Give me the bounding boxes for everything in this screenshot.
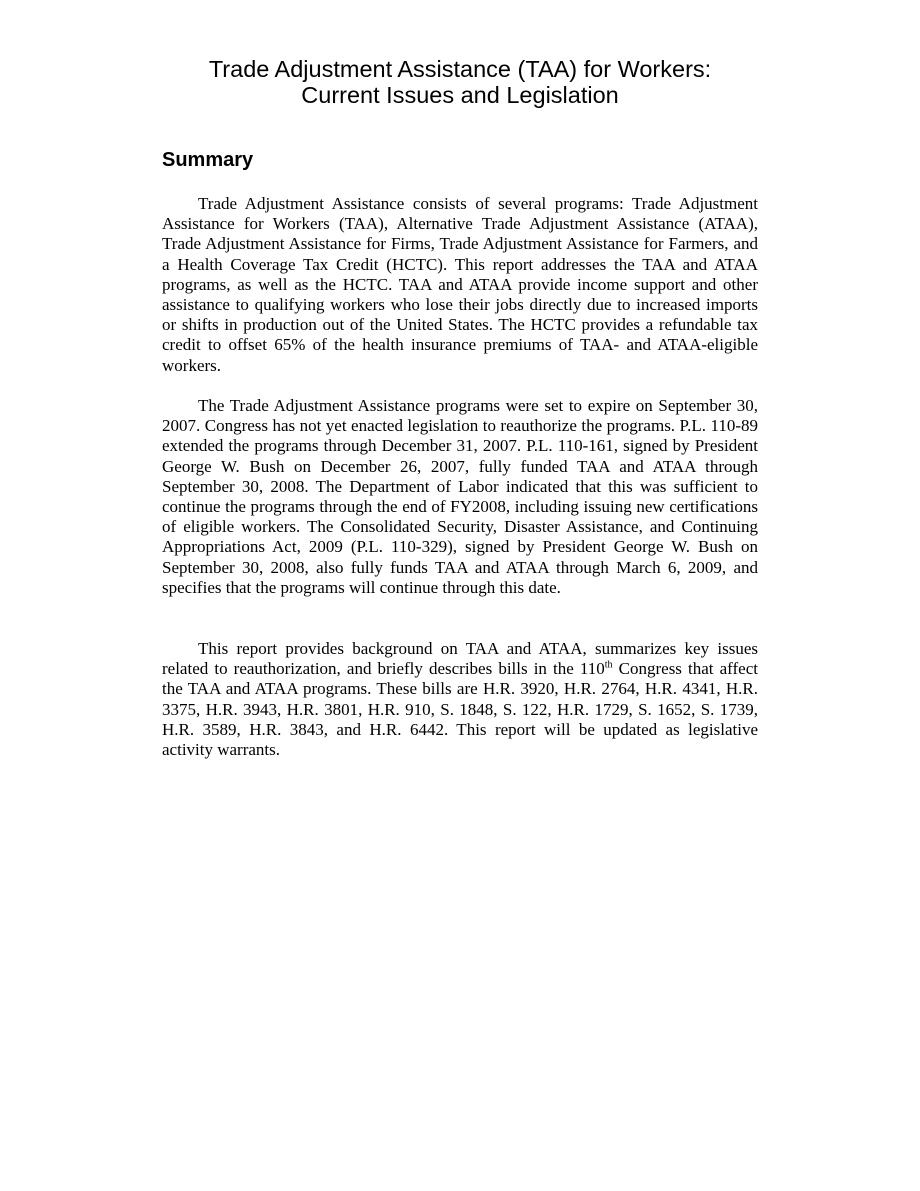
section-heading: Summary (162, 149, 254, 171)
summary-paragraph-1: Trade Adjustment Assistance consists of several programs: Trade Adjustment Assistance for Workers (TAA), Alternative Trade Adjustment Assistance (ATAA), Trade Adjustment Assistance for Firms, Trade Adjustment Assistance for Farmers, and a Health Coverage Tax Credit (HCTC). This report addresses the TAA and ATAA programs, as well as the HCTC. TAA and ATAA provide income support and other assistance to qualifying workers who lose their jobs directly due to increased imports or shifts in production out of the United States. The HCTC provides a refundable tax credit to offset 65% of the health insurance premiums of TAA- and ATAA-eligible workers. (162, 194, 758, 375)
summary-paragraph-2: The Trade Adjustment Assistance programs were set to expire on September 30, 2007. Congress has not yet enacted legislation to reauthorize the programs. P.L. 110-89 extended the programs through December 31, 2007. P.L. 110-161, signed by President George W. Bush on December 26, 2007, fully funded TAA and ATAA through September 30, 2008. The Department of Labor indicated that this was sufficient to continue the programs through the end of FY2008, including issuing new certifications of eligible workers. The Consolidated Security, Disaster Assistance, and Continuing Appropriations Act, 2009 (P.L. 110-329), signed by President George W. Bush on September 30, 2008, also fully funds TAA and ATAA through March 6, 2009, and specifies that the programs will continue through this date. (162, 396, 758, 597)
document-title (162, 56, 758, 108)
title-line-1: Trade Adjustment Assistance (TAA) for Workers: (208, 56, 712, 82)
ordinal-suffix: th (604, 659, 613, 671)
title-line-2: Current Issues and Legislation (301, 82, 619, 108)
paragraph-3-text-start: This report provides background on TAA and ATAA, summarizes key issues related to reauthorization, and briefly describes bills in the 110 (162, 639, 758, 679)
summary-paragraph-3 (162, 639, 758, 760)
paragraph-3-text-end: Congress that affect the TAA and ATAA programs. These bills are H.R. 3920, H.R. 2764, H.R. 4341, H.R. 3375, H.R. 3943, H.R. 3801, H.R. 910, S. 1848, S. 122, H.R. 1729, S. 1652, S. 1739, H.R. 3589, H.R. 3843, and H.R. 6442. This report will be updated as legislative activity warrants. (162, 659, 758, 760)
